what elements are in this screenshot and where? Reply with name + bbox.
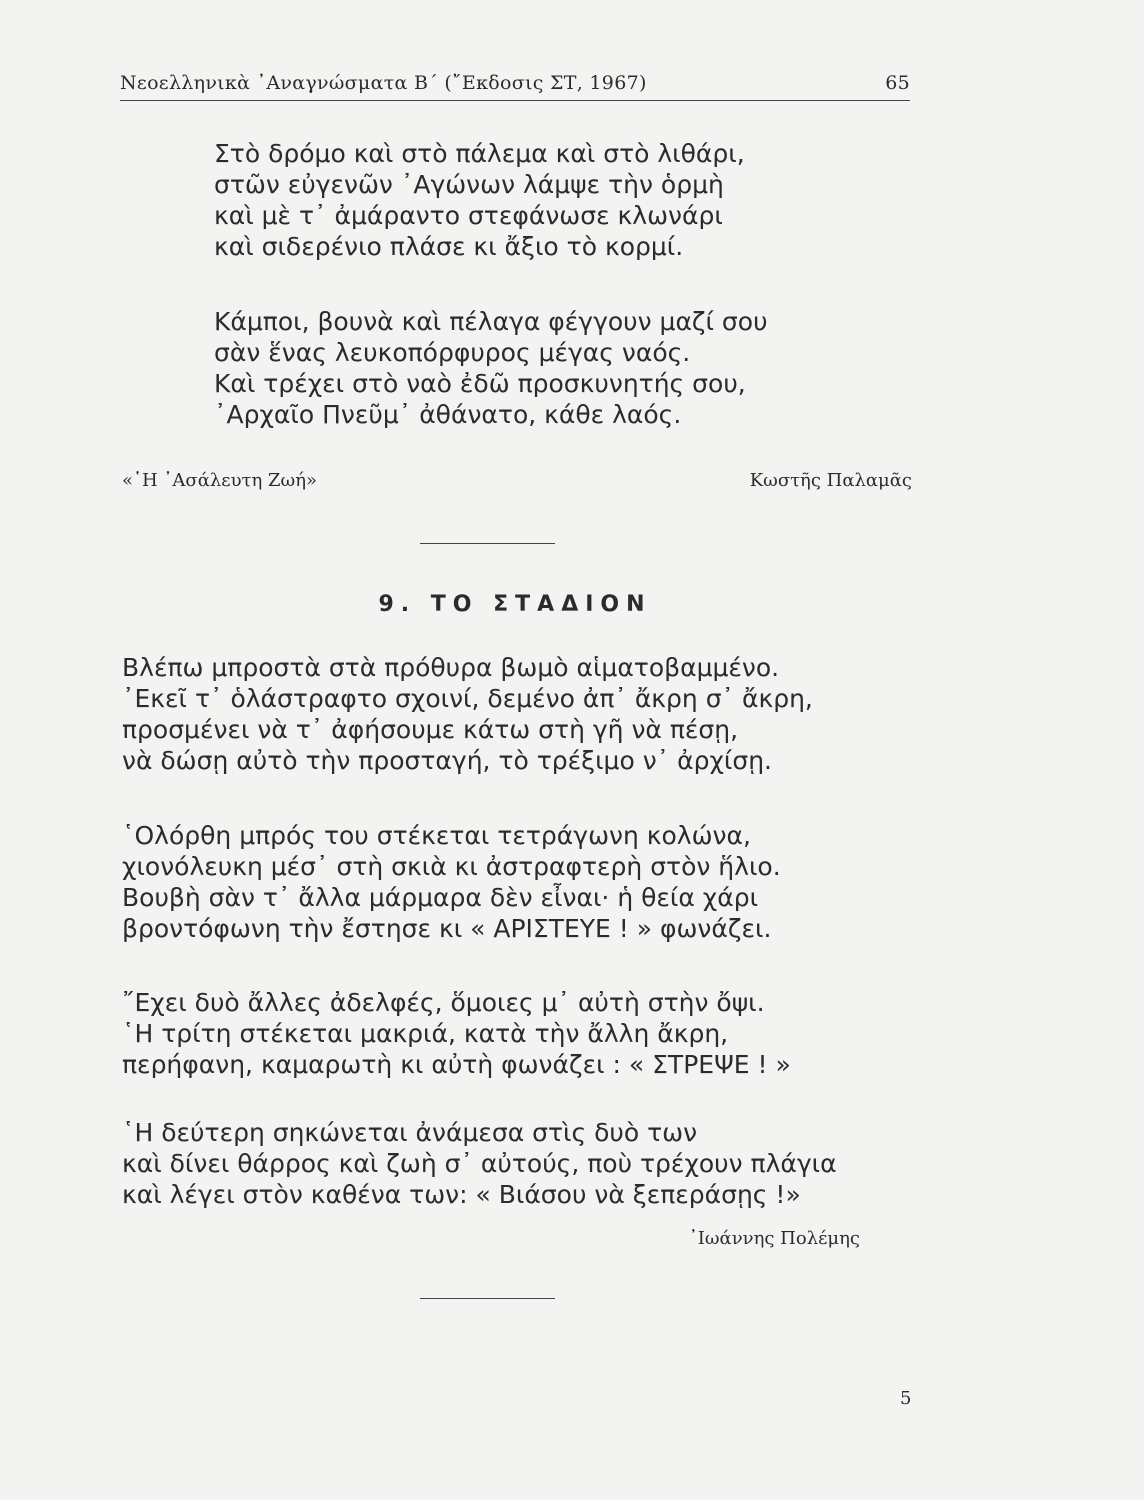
verse-line: ῾Ολόρθη μπρός του στέκεται τετράγωνη κολώνα, xyxy=(122,821,751,850)
header-rule xyxy=(120,100,910,101)
verse-line: χιονόλευκη μέσ᾿ στὴ σκιὰ κι ἀστραφτερὴ στὸν ἥλιο. xyxy=(122,852,781,881)
verse-line: περήφανη, καμαρωτὴ κι αὐτὴ φωνάζει : « ΣΤΡΕΨΕ ! » xyxy=(122,1050,791,1079)
verse-line: ῎Εχει δυὸ ἄλλες ἀδελφές, ὅμοιες μ᾿ αὐτὴ στὴν ὄψι. xyxy=(122,988,765,1017)
verse-line: καὶ σιδερένιο πλάσε κι ἄξιο τὸ κορμί. xyxy=(214,232,684,261)
verse-line: καὶ μὲ τ᾿ ἀμάραντο στεφάνωσε κλωνάρι xyxy=(214,201,723,230)
section-divider xyxy=(420,543,555,544)
verse-line: ᾿Αρχαῖο Πνεῦμ᾿ ἀθάνατο, κάθε λαός. xyxy=(214,400,682,429)
verse-line: Στὸ δρόμο καὶ στὸ πάλεμα καὶ στὸ λιθάρι, xyxy=(214,139,745,168)
poem1-author: Κωστῆς Παλαμᾶς xyxy=(749,470,912,491)
verse-line: βροντόφωνη τὴν ἔστησε κι « ΑΡΙΣΤΕΥΕ ! » φωνάζει. xyxy=(122,914,772,943)
verse-line: Βουβὴ σὰν τ᾿ ἄλλα μάρμαρα δὲν εἶναι· ἡ θεία χάρι xyxy=(122,883,759,912)
verse-line: ῾Η τρίτη στέκεται μακριά, κατὰ τὴν ἄλλη ἄκρη, xyxy=(122,1019,729,1048)
poem1-source: «῾Η ᾿Ασάλευτη Ζωή» xyxy=(122,470,317,491)
poem2-stanza-3 xyxy=(122,987,791,1080)
verse-line: Καὶ τρέχει στὸ ναὸ ἐδῶ προσκυνητής σου, xyxy=(214,369,746,398)
verse-line: Βλέπω μπροστὰ στὰ πρόθυρα βωμὸ αἱματοβαμμένο. xyxy=(122,653,780,682)
verse-line: Κάμποι, βουνὰ καὶ πέλαγα φέγγουν μαζί σου xyxy=(214,307,768,336)
running-title: Νεοελληνικὰ ᾿Αναγνώσματα Β΄ (῎Εκδοσις ΣΤ, 1967) xyxy=(120,72,647,94)
poem2-stanza-4 xyxy=(122,1117,837,1210)
verse-line: ῾Η δεύτερη σηκώνεται ἀνάμεσα στὶς δυὸ των xyxy=(122,1118,698,1147)
verse-line: στῶν εὐγενῶν ᾿Αγώνων λάμψε τὴν ὁρμὴ xyxy=(214,170,724,199)
poem1-attribution xyxy=(122,470,912,491)
running-header xyxy=(120,72,910,94)
poem2-stanza-1 xyxy=(122,652,813,776)
section-divider xyxy=(420,1298,555,1299)
poem2-stanza-2 xyxy=(122,820,781,944)
verse-line: καὶ δίνει θάρρος καὶ ζωὴ σ᾿ αὐτούς, ποὺ τρέχουν πλάγια xyxy=(122,1149,837,1178)
page-number: 65 xyxy=(885,72,910,94)
poem1-stanza-2 xyxy=(214,306,768,430)
verse-line: ᾿Εκεῖ τ᾿ ὁλάστραφτο σχοινί, δεμένο ἀπ᾿ ἄκρη σ᾿ ἄκρη, xyxy=(122,684,813,713)
verse-line: προσμένει νὰ τ᾿ ἀφήσουμε κάτω στὴ γῆ νὰ πέσῃ, xyxy=(122,715,739,744)
signature-mark: 5 xyxy=(900,1388,912,1409)
poem2-title: 9. ΤΟ ΣΤΑΔΙΟΝ xyxy=(378,592,652,617)
verse-line: σὰν ἕνας λευκοπόρφυρος μέγας ναός. xyxy=(214,338,691,367)
poem1-stanza-1 xyxy=(214,138,745,262)
poem2-author: ᾿Ιωάννης Πολέμης xyxy=(688,1228,860,1249)
verse-line: καὶ λέγει στὸν καθένα των: « Βιάσου νὰ ξεπεράσῃς !» xyxy=(122,1180,801,1209)
verse-line: νὰ δώσῃ αὐτὸ τὴν προσταγή, τὸ τρέξιμο ν᾿ ἀρχίσῃ. xyxy=(122,746,772,775)
